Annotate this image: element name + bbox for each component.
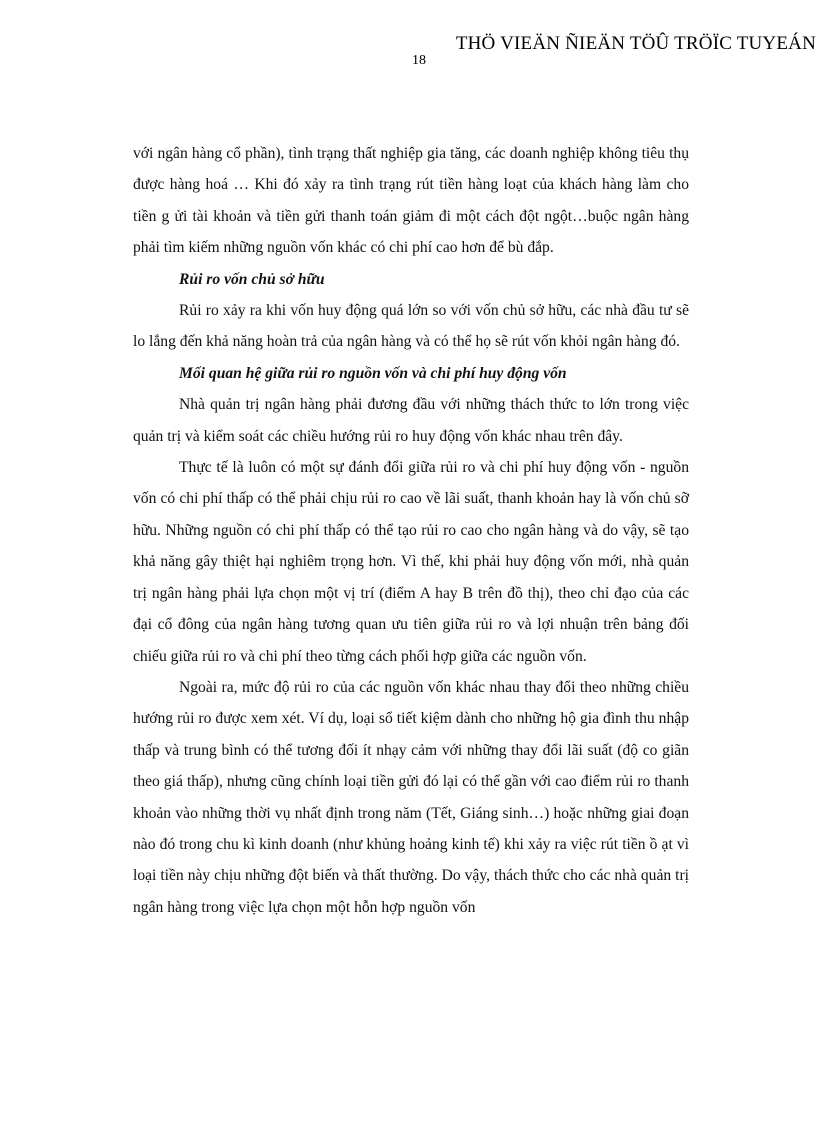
paragraph-1: với ngân hàng cổ phần), tình trạng thất nghiệp gia tăng, các doanh nghiệp không tiêu thụ được hàng hoá … Khi đó xảy ra tình trạng rút tiền hàng loạt của khách hàng làm cho tiền g ửi tài khoản và tiền gửi thanh toán giảm đi một cách đột ngột…buộc ngân hàng phải tìm kiếm những nguồn vốn khác có chi phí cao hơn để bù đắp.	[133, 145, 689, 257]
document-body	[133, 138, 689, 923]
library-banner: THÖ VIEÄN ÑIEÄN TÖÛ TRÖÏC TUYEÁN	[455, 33, 816, 54]
paragraph-5: Ngoài ra, mức độ rủi ro của các nguồn vốn khác nhau thay đổi theo những chiều hướng rủi ro được xem xét. Ví dụ, loại sổ tiết kiệm dành cho những hộ gia đình thu nhập thấp và trung bình có thể tương đối ít nhạy cảm với những thay đổi lãi suất (độ co giãn theo giá thấp), nhưng cũng chính loại tiền gửi đó lại có thể gần với cao điểm rủi ro thanh khoản vào những thời vụ nhất định trong năm (Tết, Giáng sinh…) hoặc những giai đoạn nào đó trong chu kì kinh doanh (như khủng hoảng kinh tế) khi xảy ra việc rút tiền ồ ạt vì loại tiền này chịu những đột biến và thất thường. Do vậy, thách thức cho các nhà quản trị ngân hàng trong việc lựa chọn một hỗn hợp nguồn vốn	[133, 678, 689, 916]
section-heading-risk-cost-relationship: Mối quan hệ giữa rủi ro nguồn vốn và chi phí huy động vốn	[179, 364, 567, 382]
paragraph-4: Thực tế là luôn có một sự đánh đổi giữa rủi ro và chi phí huy động vốn - nguồn vốn có chi phí thấp có thể phải chịu rủi ro cao về lãi suất, thanh khoản hay là vốn chủ sỡ hữu. Những nguồn có chi phí thấp có thể tạo rủi ro cao cho ngân hàng và do vậy, sẽ tạo khả năng gây thiệt hại nghiêm trọng hơn. Vì thế, khi phải huy động vốn mới, nhà quản trị ngân hàng phải lựa chọn một vị trí (điểm A hay B trên đồ thị), theo chỉ đạo của các đại cổ đông của ngân hàng tương quan ưu tiên giữa rủi ro và lợi nhuận trên bảng đối chiếu giữa rủi ro và chi phí theo từng cách phối hợp giữa các nguồn vốn.	[133, 459, 689, 665]
paragraph-2: Rủi ro xảy ra khi vốn huy động quá lớn so với vốn chủ sở hữu, các nhà đầu tư sẽ lo lắng đến khả năng hoàn trả của ngân hàng và có thể họ sẽ rút vốn khỏi ngân hàng đó.	[133, 302, 689, 351]
paragraph-3: Nhà quản trị ngân hàng phải đương đầu với những thách thức to lớn trong việc quản trị và kiểm soát các chiều hướng rủi ro huy động vốn khác nhau trên đây.	[133, 396, 689, 445]
page-number: 18	[412, 53, 426, 68]
section-heading-equity-risk: Rủi ro vốn chủ sở hữu	[179, 270, 325, 288]
